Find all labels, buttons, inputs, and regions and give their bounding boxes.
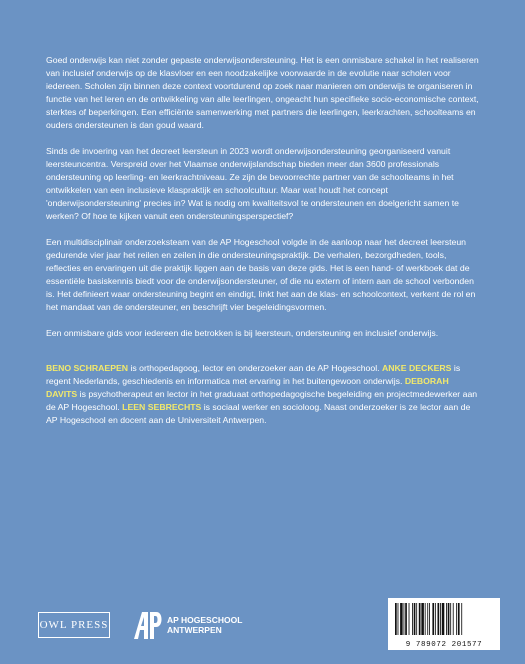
barcode-bar (446, 603, 447, 635)
author-bio-4: is sociaal werker en socioloog. Naast onderzoeker is ze lector aan de AP Hogeschool en docent aan de Universiteit Antwerpen. (46, 402, 471, 425)
barcode-bar (432, 603, 434, 635)
author-bio-2: is regent Nederlands, geschiedenis en informatica met ervaring in het buitengewoon onderwijs. (46, 363, 461, 386)
barcode-bar (438, 603, 440, 635)
owl-press-logo: OWL PRESS (38, 612, 110, 638)
barcode-bar (440, 603, 441, 635)
author-bio-3: is psychotherapeut en lector in het graduaat orthopedagogische begeleiding en projectmedewerker aan de AP Hogeschool. (46, 389, 478, 412)
author-bio-1: is orthopedagoog, lector en onderzoeker aan de AP Hogeschool. (128, 363, 382, 373)
barcode-bar (414, 603, 416, 635)
school-name-line-1: AP HOGESCHOOL (167, 615, 243, 625)
author-name-2: ANKE DECKERS (381, 363, 452, 373)
barcode-bar (456, 603, 457, 635)
barcode-bar (395, 603, 397, 635)
barcode-bar (461, 603, 462, 635)
barcode-bar (425, 603, 426, 635)
blurb-paragraph-3: Een multidisciplinair onderzoeksteam van de AP Hogeschool volgde in de aanloop naar het decreet leersteun gedurende vier jaar het reilen en zeilen in die ondersteuningspraktijk. De verhalen, bezorgdheden, tools, reflecties en ervaringen uit die praktijk liggen aan de basis van deze gids. Het is een hand- of werkboek dat de essentiële basiskennis biedt voor de onderwijsondersteuner, of die nu extern of intern aan de school verbonden is. Het definieert waar ondersteuning begint en eindigt, linkt het aan de klas- en schoolcontext, verkent de rol en het mandaat van de ondersteuner, en beschrijft vier begeleidingsvormen. (46, 237, 476, 312)
barcode-bar (427, 603, 428, 635)
barcode-bar (448, 603, 450, 635)
barcode-bar (435, 603, 436, 635)
barcode-bars (394, 603, 494, 635)
barcode-bar (398, 603, 399, 635)
barcode-bar (442, 603, 445, 635)
barcode-bar (405, 603, 407, 635)
cover-footer (0, 604, 525, 664)
barcode-bar (409, 603, 410, 635)
barcode-bar (416, 603, 417, 635)
barcode-bar (429, 603, 430, 635)
school-name-line-2: ANTWERPEN (167, 625, 222, 635)
author-name-3: DEBORAH DAVITS (46, 376, 449, 399)
author-bios (46, 362, 479, 427)
ap-hogeschool-wordmark (167, 615, 242, 635)
ap-hogeschool-logo-icon (132, 610, 162, 640)
barcode-bar (404, 603, 405, 635)
author-name-1: BENO SCHRAEPEN (46, 363, 129, 373)
barcode-bar (421, 603, 424, 635)
blurb-paragraph-4: Een onmisbare gids voor iedereen die betrokken is bij leersteun, ondersteuning en inclusief onderwijs. (46, 328, 439, 338)
isbn-number: 9 789072 201577 (405, 641, 483, 649)
barcode-bar (419, 603, 421, 635)
barcode-bar (412, 603, 413, 635)
blurb-paragraph-2: Sinds de invoering van het decreet leersteun in 2023 wordt onderwijsondersteuning georganiseerd vanuit leersteuncentra. Verspreid over het Vlaamse onderwijslandschap bieden meer dan 3600 professionals ondersteuning op leerling- en leerkrachtniveau. Ze zijn de bevoorrechte partner van de schoolteams in het ontwikkelen van een inclusieve klaspraktijk en schoolcultuur. Maar wat houdt het concept 'onderwijsondersteuning' precies in? Wat is nodig om kwaliteitsvol te ondersteunen en doelgericht samen te werken? Of hoe te kijken vanuit een ondersteuningsperspectief? (46, 146, 459, 221)
barcode-bar (400, 603, 403, 635)
barcode-bar (453, 603, 454, 635)
blurb-paragraph-1: Goed onderwijs kan niet zonder gepaste onderwijsondersteuning. Het is een onmisbare schakel in het realiseren van inclusief onderwijs op de klasvloer en een noodzakelijke voorwaarde in de evolutie naar scholen voor iedereen. Scholen zijn binnen deze context voortdurend op zoek naar manieren om onderwijs te organiseren in functie van het leren en de ontwikkeling van alle leerlingen, ongeacht hun specifieke socio-economische context, sterktes of beperkingen. Een efficiënte samenwerking met partners die leerlingen, leerkrachten, schoolteams en ouders ondersteunen is dan goud waard. (46, 55, 479, 130)
barcode-bar (450, 603, 451, 635)
author-name-4: LEEN SEBRECHTS (122, 402, 202, 412)
isbn-barcode (388, 598, 500, 650)
barcode-bar (458, 603, 460, 635)
